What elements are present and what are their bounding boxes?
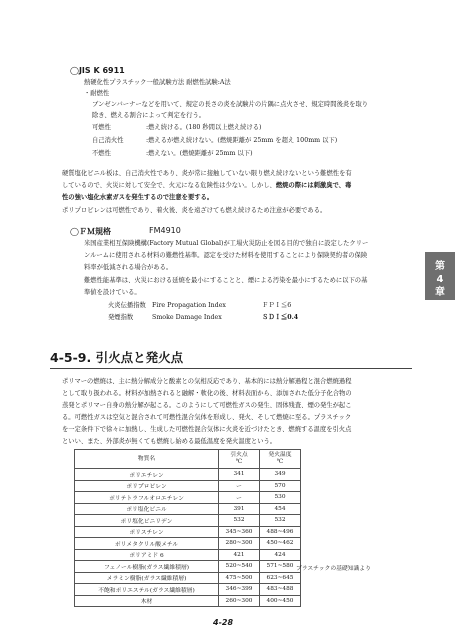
- criteria-value: :燃えるが燃え続けない。(燃焼距離が 25mm を超え 100mm 以下): [146, 137, 338, 144]
- table-row: [75, 572, 301, 584]
- substance-cell: 木材: [75, 595, 219, 607]
- index-name-jp: 火炎伝播指数: [108, 302, 146, 309]
- table-row: [75, 538, 301, 550]
- body-line: ポリプロピレンは可燃性であり、着火後、炎を遠ざけても燃え続けるため注意が必要である。: [62, 207, 327, 214]
- table-row: [75, 469, 301, 481]
- body-line: [62, 182, 351, 190]
- criteria-label: 自己消火性: [92, 137, 124, 144]
- body-line: 蒸発とポリマー自身の熱分解が起こる。このようにして可燃性ガスの発生、固体残査、煙の発生が起こ: [62, 402, 352, 409]
- fm-body-line: 準値を設けている。: [84, 289, 141, 296]
- flash-point-cell: 346~399: [219, 584, 260, 596]
- flash-point-cell: 520~540: [219, 561, 260, 573]
- jis-title: ◯JIS K 6911: [70, 66, 125, 75]
- index-name-en: Fire Propagation Index: [152, 302, 226, 309]
- flash-point-cell: 345~360: [219, 526, 260, 538]
- table-row: [75, 549, 301, 561]
- jis-bullet: ・耐燃性: [84, 90, 110, 97]
- chapter-tab-line: 第: [435, 261, 445, 272]
- table-row: [75, 503, 301, 515]
- ignition-temp-cell: 483~488: [260, 584, 301, 596]
- substance-cell: ポリテトラフルオロエチレン: [75, 492, 219, 504]
- substance-cell: ポリメタクリル酸メチル: [75, 538, 219, 550]
- chapter-tab-line: 章: [435, 287, 445, 298]
- flash-point-cell: 532: [219, 515, 260, 527]
- chapter-tab-number: 4: [436, 274, 444, 285]
- flash-point-cell: 280~300: [219, 538, 260, 550]
- table-row: [75, 561, 301, 573]
- substance-cell: ポリエチレン: [75, 469, 219, 481]
- page-number: 4-28: [213, 618, 234, 627]
- index-name-en: Smoke Damage Index: [152, 314, 222, 321]
- fm-body-line: 料率が低減される場合がある。: [84, 264, 173, 271]
- flash-point-cell: 341: [219, 469, 260, 481]
- index-value: ＳＤＩ≦0.4: [262, 314, 299, 321]
- table-row: [75, 595, 301, 607]
- ignition-temp-cell: 570: [260, 480, 301, 492]
- index-value: ＦＰＩ≦6: [262, 302, 292, 309]
- body-line: 硬質塩化ビニル板は、自己消火性であり、炎が常に接触していない限り燃え続けないという難燃性を有: [62, 170, 352, 177]
- section-divider: [50, 368, 412, 369]
- body-line: として取り扱われる。材料が加熱されると融解・軟化の後、材料表面から、添加された低分子化合物の: [62, 390, 352, 397]
- jis-body-line: 除き、燃える割合によって判定を行う。: [92, 112, 206, 119]
- warning-text: 性の強い塩化水素ガスを発生するので注意を要する。: [62, 194, 214, 201]
- criteria-value: :燃えない。(燃焼距離が 25mm 以下): [146, 150, 253, 157]
- table-row: [75, 480, 301, 492]
- section-heading: 4-5-9. 引火点と発火点: [50, 350, 184, 365]
- fm-title: ◯ＦＭ規格: [70, 227, 111, 236]
- substance-cell: ポリスチレン: [75, 526, 219, 538]
- flash-point-cell: 421: [219, 549, 260, 561]
- substance-cell: フェノール樹脂(ガラス繊維積層): [75, 561, 219, 573]
- body-text: しているので、火災に対して安全で、火元になる危険性は少ない。しかし、: [62, 182, 276, 189]
- substance-cell: メラミン樹脂(ガラス繊維積層): [75, 572, 219, 584]
- table-header: 物質名: [75, 450, 219, 469]
- ignition-temp-cell: 532: [260, 515, 301, 527]
- ignition-temp-cell: 454: [260, 503, 301, 515]
- ignition-temp-cell: 450~462: [260, 538, 301, 550]
- criteria-value: :燃え続ける。(180 秒間以上燃え続ける): [146, 124, 262, 131]
- jis-body-line: ブンゼンバーナーなどを用いて、規定の長さの炎を試験片の片隅に点火させ、規定時間後炎を取り: [92, 101, 369, 108]
- jis-subtitle: 熱硬化性プラスチック一般試験方法 耐燃性試験:A法: [84, 79, 231, 86]
- substance-cell: ポリ塩化ビニル: [75, 503, 219, 515]
- flash-point-cell: ー: [219, 492, 260, 504]
- substance-cell: 不飽和ポリエステル(ガラス繊維積層): [75, 584, 219, 596]
- ignition-temp-cell: 488~496: [260, 526, 301, 538]
- flash-point-cell: ー: [219, 480, 260, 492]
- fm-body-line: ンルームに使用される材料の難燃性基準。認定を受けた材料を使用することにより保険契約者の保険: [84, 252, 368, 259]
- ignition-temp-cell: 623~645: [260, 572, 301, 584]
- table-row: [75, 492, 301, 504]
- body-line: といい、また、外部炎が無くても燃焼し始める最低温度を発火温度という。: [62, 438, 277, 445]
- warning-text: 燃焼の際には刺激臭で、毒: [275, 182, 352, 189]
- ignition-temp-cell: 400~450: [260, 595, 301, 607]
- ignition-temp-cell: 349: [260, 469, 301, 481]
- source-note: プラスチックの基礎知識より: [296, 566, 371, 572]
- fm-code: FM4910: [149, 226, 181, 235]
- ignition-temp-cell: 530: [260, 492, 301, 504]
- criteria-label: 不燃性: [92, 150, 111, 157]
- table-header: 引火点 ℃: [219, 450, 260, 469]
- substance-cell: ポリプロピレン: [75, 480, 219, 492]
- body-line: を一定条件下で徐々に加熱し、生成した可燃性混合気体に火炎を近づけたとき、燃焼する温度を引火点: [62, 426, 352, 433]
- flash-point-table: [74, 449, 301, 607]
- substance-cell: ポリアミド 6: [75, 549, 219, 561]
- index-name-jp: 発煙指数: [108, 314, 134, 321]
- table-header: 発火温度 ℃: [260, 450, 301, 469]
- ignition-temp-cell: 571~580: [260, 561, 301, 573]
- body-line: ポリマーの燃焼は、主に熱分解成分と酸素との気相反応であり、基本的には熱分解過程と混合燃焼過程: [62, 378, 352, 385]
- fm-body-line: 米国産業相互保険機構(Factory Mutual Global)が工場火災防止を図る目的で独自に設定したクリー: [84, 240, 369, 247]
- table-row: [75, 526, 301, 538]
- table-header-row: [75, 450, 301, 469]
- ignition-temp-cell: 424: [260, 549, 301, 561]
- flash-point-cell: 475~500: [219, 572, 260, 584]
- substance-cell: ポリ塩化ビニリデン: [75, 515, 219, 527]
- table-row: [75, 584, 301, 596]
- body-line: る。可燃性ガスは空気と混合されて可燃性混合気体を形成し、発火、そして燃焼に至る。プラスチック: [62, 414, 352, 421]
- fm-body-line: 難燃性能基準は、火災における延焼を最小にすることと、煙による汚染を最小にするために以下の基: [84, 277, 368, 284]
- flash-point-cell: 260~300: [219, 595, 260, 607]
- criteria-label: 可燃性: [92, 124, 111, 131]
- chapter-tab: [425, 252, 455, 300]
- table-row: [75, 515, 301, 527]
- flash-point-cell: 391: [219, 503, 260, 515]
